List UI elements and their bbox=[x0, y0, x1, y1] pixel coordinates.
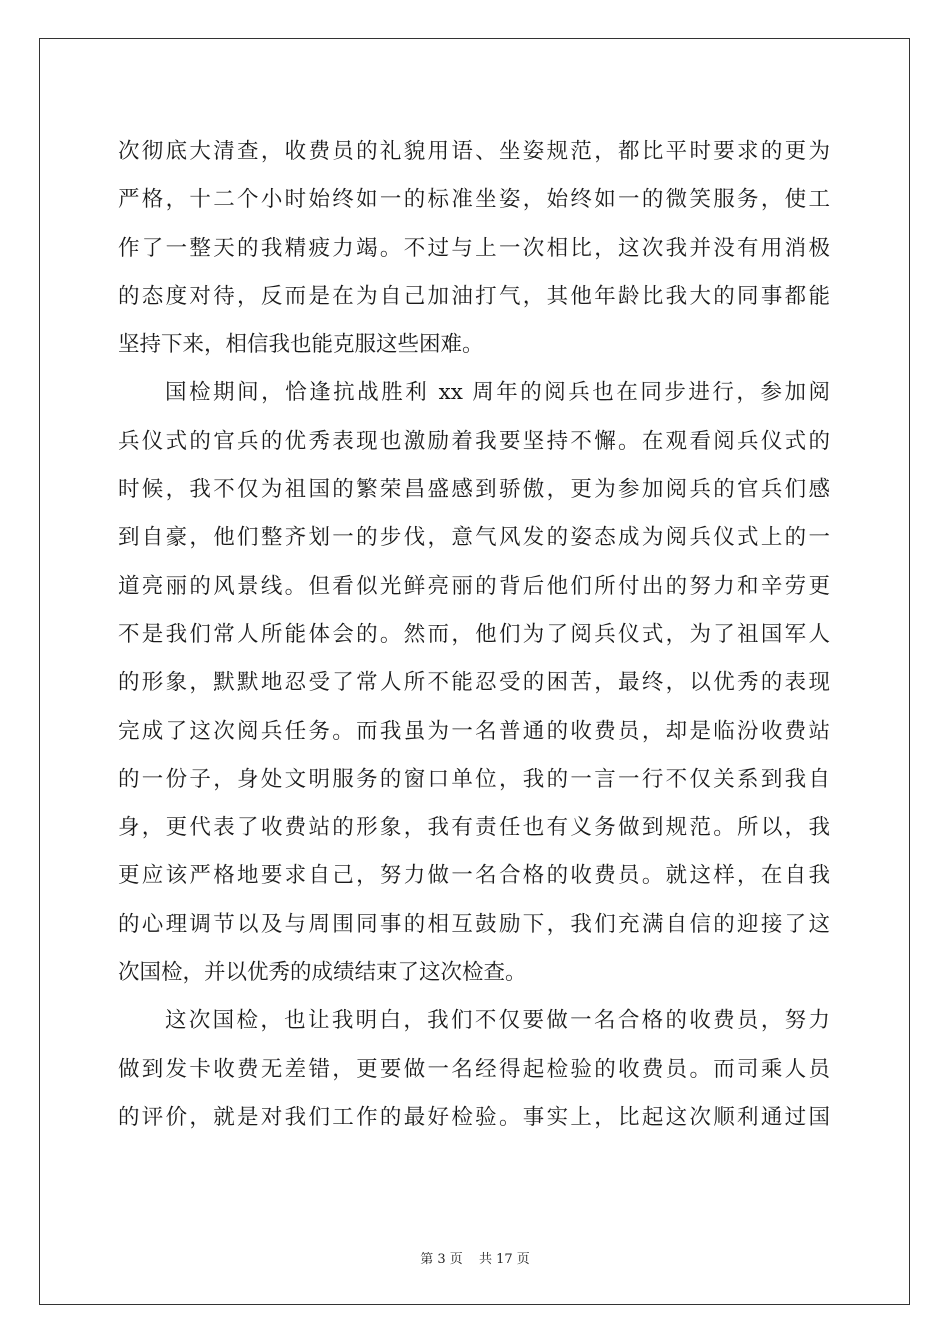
paragraph-line: 坚持下来，相信我也能克服这些困难。 bbox=[118, 332, 484, 358]
page-footer bbox=[0, 1248, 950, 1267]
paragraph-line: 的一份子，身处文明服务的窗口单位，我的一言一行不仅关系到我自 bbox=[118, 766, 830, 792]
paragraph-line: 的心理调节以及与周围同事的相互鼓励下，我们充满自信的迎接了这 bbox=[118, 911, 830, 937]
paragraph-line: 国检期间，恰逢抗战胜利 xx 周年的阅兵也在同步进行，参加阅 bbox=[165, 380, 830, 406]
paragraph-line: 兵仪式的官兵的优秀表现也激励着我要坚持不懈。在观看阅兵仪式的 bbox=[118, 428, 830, 454]
paragraph-line: 道亮丽的风景线。但看似光鲜亮丽的背后他们所付出的努力和辛劳更 bbox=[118, 573, 830, 599]
paragraph-line: 到自豪，他们整齐划一的步伐，意气风发的姿态成为阅兵仪式上的一 bbox=[118, 525, 830, 551]
paragraph-line: 完成了这次阅兵任务。而我虽为一名普通的收费员，却是临汾收费站 bbox=[118, 718, 830, 744]
paragraph-line: 的评价，就是对我们工作的最好检验。事实上，比起这次顺利通过国 bbox=[118, 1104, 830, 1130]
paragraph-line: 的态度对待，反而是在为自己加油打气，其他年龄比我大的同事都能 bbox=[118, 283, 830, 309]
paragraph-line: 作了一整天的我精疲力竭。不过与上一次相比，这次我并没有用消极 bbox=[118, 235, 830, 261]
paragraph-line: 做到发卡收费无差错，更要做一名经得起检验的收费员。而司乘人员 bbox=[118, 1056, 830, 1082]
paragraph-line: 不是我们常人所能体会的。然而，他们为了阅兵仪式，为了祖国军人 bbox=[118, 621, 830, 647]
paragraph-line: 的形象，默默地忍受了常人所不能忍受的困苦，最终，以优秀的表现 bbox=[118, 670, 830, 696]
paragraph-line: 身，更代表了收费站的形象，我有责任也有义务做到规范。所以，我 bbox=[118, 815, 830, 841]
page-number: 第 3 页 bbox=[420, 1252, 463, 1267]
paragraph-line: 严格，十二个小时始终如一的标准坐姿，始终如一的微笑服务，使工 bbox=[118, 187, 830, 213]
page-total: 共 17 页 bbox=[478, 1252, 530, 1267]
paragraph-line: 次国检，并以优秀的成绩结束了这次检查。 bbox=[118, 960, 527, 986]
paragraph-line: 更应该严格地要求自己，努力做一名合格的收费员。就这样，在自我 bbox=[118, 863, 830, 889]
paragraph-line: 次彻底大清查，收费员的礼貌用语、坐姿规范，都比平时要求的更为 bbox=[118, 139, 830, 164]
paragraph-line: 时候，我不仅为祖国的繁荣昌盛感到骄傲，更为参加阅兵的官兵们感 bbox=[118, 477, 830, 503]
document-body bbox=[118, 128, 830, 1142]
paragraph-line: 这次国检，也让我明白，我们不仅要做一名合格的收费员，努力 bbox=[165, 1008, 830, 1034]
